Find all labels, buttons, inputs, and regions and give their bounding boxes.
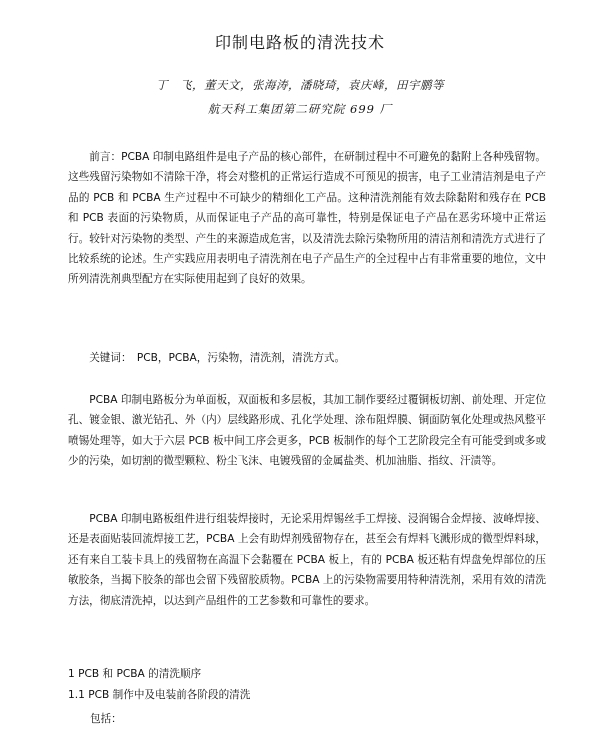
affiliation: 航天科工集团第二研究院 699 厂 bbox=[207, 102, 393, 116]
body-paragraph-1: PCBA 印制电路板分为单面板，双面板和多层板，其加工制作要经过覆铜板切割、前处理、开定位孔、镀金银、激光钻孔、外（内）层线路形成、孔化学处理、涂布阻焊膜、铜面防氧化处理或热风整平喷锡处理等，如大于六层 PCB 板中间工序会更多，PCB 板制作的每个工艺阶段完全有可能受到或多或少的污染，如切割的微型颗粒、粉尘飞沫、电镀残留的金属盐类、机加油脂、指纹、汗渍等。 bbox=[68, 394, 546, 468]
including-label: 包括： bbox=[90, 713, 122, 725]
abstract-paragraph: 前言：PCBA 印制电路组件是电子产品的核心部件，在研制过程中不可避免的黏附上各种残留物。这些残留污染物如不清除干净，将会对整机的正常运行造成不可预见的损害，电子工业清洁剂是电子产品的 PCB 和 PCBA 生产过程中不可缺少的精细化工产品。这种清洗剂能有效去除黏附和残存在 PCB 和 PCB 表面的污染物质，从而保证电子产品的高可靠性，特别是保证电子产品在恶劣环境中正常运行。较针对污染物的类型、产生的来源造成危害，以及清洗去除污染物所用的清洁剂和清洗方式进行了比较系统的论述。生产实践应用表明电子清洗剂在电子产品生产的全过程中占有非常重要的地位，文中所列清洗剂典型配方在实际使用起到了良好的效果。 bbox=[68, 151, 546, 286]
section-heading-1: 1 PCB 和 PCBA 的清洗顺序 bbox=[68, 668, 202, 680]
paper-title: 印制电路板的清洗技术 bbox=[214, 33, 385, 52]
keywords-line: 关键词： PCB，PCBA，污染物，清洗剂，清洗方式。 bbox=[89, 352, 346, 364]
section-heading-1-1: 1.1 PCB 制作中及电装前各阶段的清洗 bbox=[68, 689, 251, 701]
body-paragraph-2: PCBA 印制电路板组件进行组装焊接时，无论采用焊锡丝手工焊接、浸润锡合金焊接、波峰焊接、还是表面贴装回流焊接工艺，PCBA 上会有助焊剂残留物存在，甚至会有焊料飞溅形成的微型焊料球，还有来自工装卡具上的残留物在高温下会黏覆在 PCBA 板上，有的 PCBA 板还粘有焊盘免焊部位的压敏胶条，当揭下胶条的部也会留下残留胶质物。PCBA 上的污染物需要用特种清洗剂，采用有效的清洗方法，彻底清洗掉，以达到产品组件的工艺参数和可靠性的要求。 bbox=[68, 513, 546, 607]
author-list: 丁 飞，董天文，张海涛，潘晓琦，袁庆峰，田宇鹏等 bbox=[156, 78, 444, 92]
